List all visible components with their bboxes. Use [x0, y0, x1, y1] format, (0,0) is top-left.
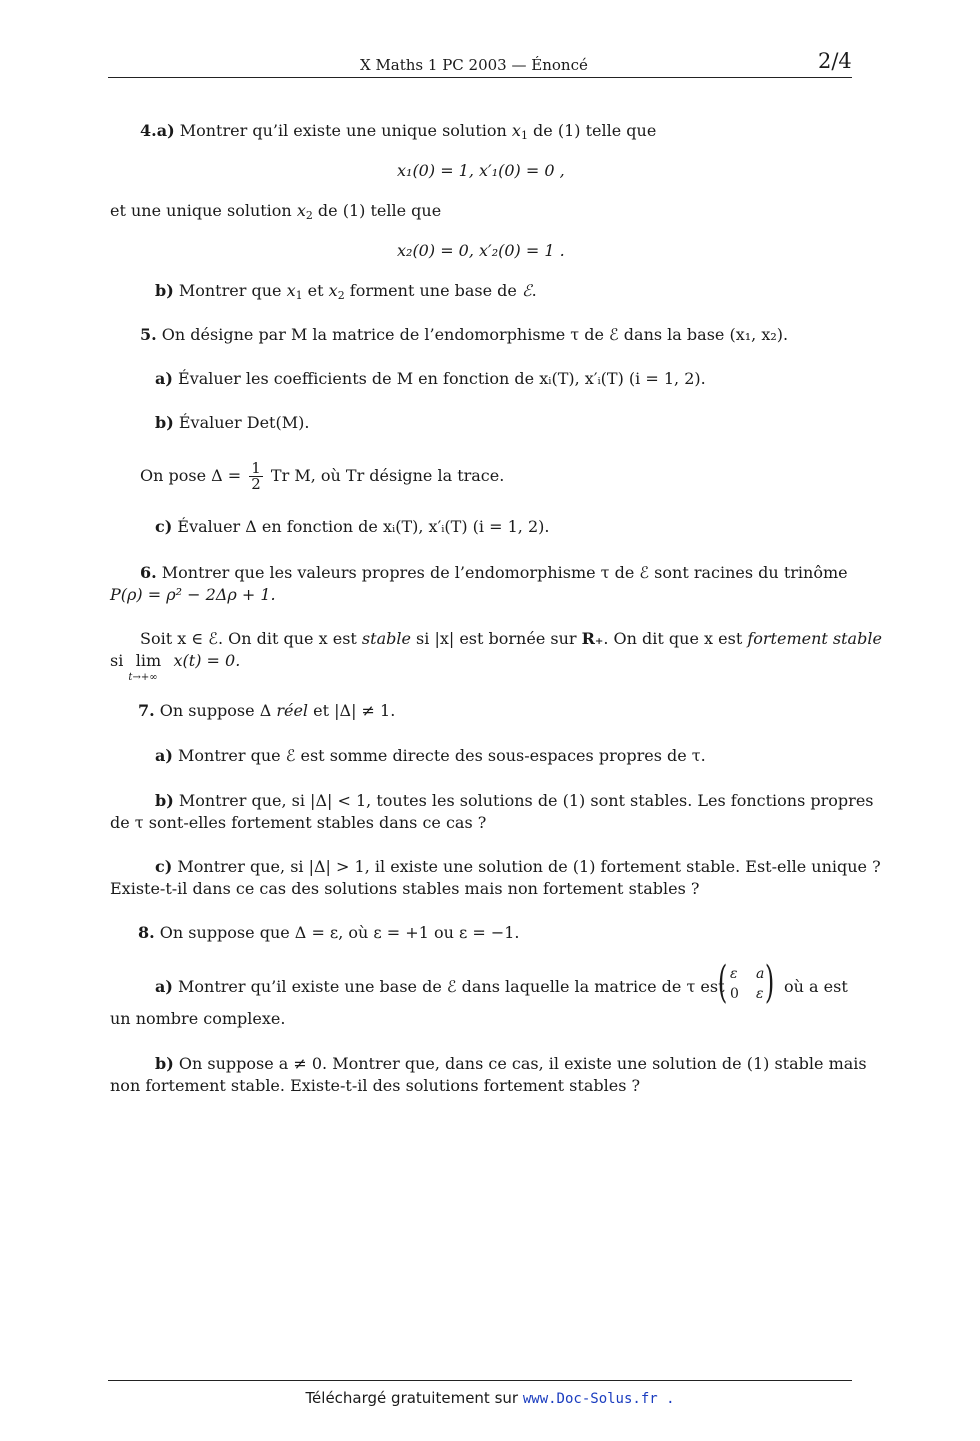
right-paren: )	[764, 957, 775, 1008]
matrix-epsilon-a	[717, 957, 776, 1010]
q7a-statement	[155, 745, 706, 767]
q5-text: On désigne par M la matrice de l’endomorphisme τ de ℰ dans la base (x₁, x₂).	[156, 325, 789, 344]
q5b-label: b)	[155, 413, 174, 432]
q8b-line1	[155, 1053, 867, 1075]
q6-line1	[140, 562, 848, 584]
q7a-label: a)	[155, 746, 173, 765]
q4-line2: et une unique solution $x_2$ de (1) telle que	[110, 201, 442, 222]
q4-equation-2: x₂(0) = 0, x′₂(0) = 1 .	[397, 241, 565, 260]
pose-text2: Tr M, où Tr désigne la trace.	[265, 466, 505, 485]
q7b-line1	[155, 790, 874, 812]
q7-text-b: et |Δ| ≠ 1.	[308, 701, 396, 720]
fortement-stable-word: fortement stable	[747, 629, 882, 648]
q8a-text1: Montrer qu’il existe une base de ℰ dans laquelle la matrice de τ est	[172, 977, 725, 996]
q5a-text: Évaluer les coefficients de M en fonction de xᵢ(T), x′ᵢ(T) (i = 1, 2).	[172, 369, 706, 388]
limit-operator	[128, 650, 168, 683]
q7c-text1: Montrer que, si |Δ| > 1, il existe une solution de (1) fortement stable. Est-elle unique ?	[172, 857, 881, 876]
q8a-label: a)	[155, 977, 173, 996]
footer-link[interactable]: www.Doc-Solus.fr	[522, 1391, 658, 1407]
q8a-text2: où a est	[784, 977, 848, 996]
stable-word: stable	[361, 629, 411, 648]
q5-statement	[140, 324, 788, 346]
q7-statement	[138, 700, 395, 722]
q4b-text4: .	[531, 281, 537, 300]
q8b-line2: non fortement stable. Existe-t-il des solutions fortement stables ?	[110, 1076, 641, 1095]
fraction-one-half	[249, 461, 263, 492]
q7-text-a: On suppose Δ	[154, 701, 277, 720]
stable-definition-line2	[110, 650, 241, 683]
q7c-label: c)	[155, 857, 173, 876]
stable-text-c: . On dit que x est	[603, 629, 748, 648]
q8b-text1: On suppose a ≠ 0. Montrer que, dans ce cas, il existe une solution de (1) stable mais	[173, 1054, 867, 1073]
q5b-text: Évaluer Det(M).	[173, 413, 310, 432]
q6-label: 6.	[140, 563, 157, 582]
q4-equation-1: x₁(0) = 1, x′₁(0) = 0 ,	[397, 161, 565, 180]
left-paren: (	[717, 957, 728, 1008]
matrix-cell-12: a	[756, 966, 765, 982]
footer-text: Téléchargé gratuitement sur	[305, 1389, 523, 1407]
page-number: 2/4	[818, 49, 852, 73]
q7a-text: Montrer que ℰ est somme directe des sous-espaces propres de τ.	[172, 746, 706, 765]
q8-statement	[138, 922, 520, 944]
delta-definition	[140, 458, 504, 494]
q5-label: 5.	[140, 325, 157, 344]
q8a-line2: un nombre complexe.	[110, 1009, 286, 1028]
q5a-label: a)	[155, 369, 173, 388]
q4a-text2: de (1) telle que	[527, 121, 657, 140]
q4a-statement: 4.a) Montrer qu’il existe une unique solution $x_1$ de (1) telle que	[140, 121, 657, 142]
footer-end: .	[657, 1391, 675, 1407]
q4a-label: 4.a)	[140, 121, 175, 140]
header-title: X Maths 1 PC 2003 — Énoncé	[360, 56, 588, 74]
q5c-text: Évaluer Δ en fonction de xᵢ(T), x′ᵢ(T) (i = 1, 2).	[172, 517, 550, 536]
q7b-line2: de τ sont-elles fortement stables dans ce cas ?	[110, 813, 487, 832]
q8a-line1	[155, 976, 725, 998]
lim-word: lim	[135, 651, 162, 670]
q7c-line1	[155, 856, 881, 878]
q5c-label: c)	[155, 517, 173, 536]
q5a-statement	[155, 368, 706, 390]
pose-text1: On pose Δ =	[140, 466, 247, 485]
q7-reel-word: réel	[276, 701, 309, 720]
stable-line2-text-a: si	[110, 651, 129, 670]
rplus-symbol: R₊	[581, 629, 604, 648]
q7b-text1: Montrer que, si |Δ| < 1, toutes les solutions de (1) sont stables. Les fonctions propres	[173, 791, 874, 810]
q4b-text1: Montrer que	[173, 281, 287, 300]
q7b-label: b)	[155, 791, 174, 810]
q4-line2-text2: de (1) telle que	[312, 201, 442, 220]
q4b-statement: b) Montrer que $x_1$ et $x_2$ forment une base de ℰ.	[155, 281, 537, 302]
header-rule	[108, 77, 852, 78]
matrix-cell-21: 0	[730, 986, 739, 1002]
q4b-label: b)	[155, 281, 174, 300]
q4a-text1: Montrer qu’il existe une unique solution	[174, 121, 512, 140]
fraction-numerator: 1	[251, 459, 261, 477]
matrix-cell-11: ε	[730, 966, 738, 982]
q8-label: 8.	[138, 923, 155, 942]
q4b-text3: forment une base de	[344, 281, 522, 300]
stable-text-b: si |x| est bornée sur	[410, 629, 582, 648]
q5b-statement	[155, 412, 309, 434]
stable-line2-text-b: x(t) = 0.	[168, 651, 241, 670]
stable-definition-line1	[140, 628, 882, 650]
matrix-cell-22: ε	[756, 986, 764, 1002]
footer	[0, 1387, 980, 1410]
q6-text: Montrer que les valeurs propres de l’endomorphisme τ de ℰ sont racines du trinôme	[156, 563, 848, 582]
q6-line2: P(ρ) = ρ² − 2Δρ + 1.	[110, 585, 276, 604]
fraction-denominator: 2	[251, 475, 261, 493]
q5c-statement	[155, 516, 549, 538]
lim-subscript: t→+∞	[128, 672, 158, 683]
q7-label: 7.	[138, 701, 155, 720]
stable-text-a: Soit x ∈ ℰ. On dit que x est	[140, 629, 362, 648]
q4-line2-text1: et une unique solution	[110, 201, 297, 220]
footer-rule	[108, 1380, 852, 1381]
q8b-label: b)	[155, 1054, 174, 1073]
q7c-line2: Existe-t-il dans ce cas des solutions stables mais non fortement stables ?	[110, 879, 700, 898]
q4b-text2: et	[302, 281, 329, 300]
q8-text: On suppose que Δ = ε, où ε = +1 ou ε = −1.	[154, 923, 520, 942]
